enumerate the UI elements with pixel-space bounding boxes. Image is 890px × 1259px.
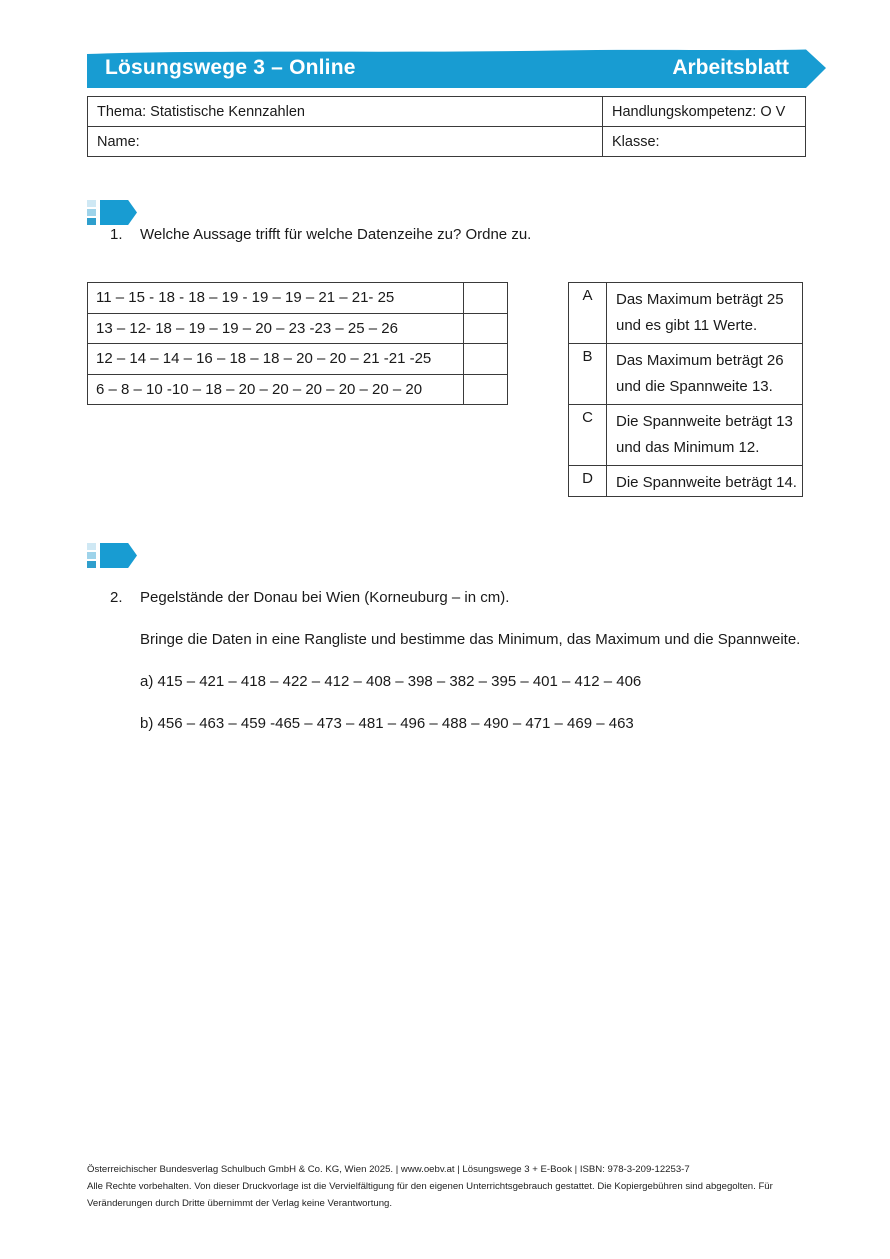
answer-cell bbox=[464, 313, 508, 344]
pencil-icon-body bbox=[100, 543, 137, 568]
statement-letter: C bbox=[569, 405, 607, 466]
meta-table bbox=[87, 96, 806, 157]
thema-cell: Thema: Statistische Kennzahlen bbox=[88, 97, 603, 127]
data-rows-table bbox=[87, 282, 508, 405]
task2-prompt-line bbox=[110, 589, 509, 606]
pencil-icon-square-light bbox=[87, 200, 96, 207]
imprint-line3: Veränderungen durch Dritte übernimmt der Verlag keine Verantwortung. bbox=[87, 1197, 393, 1209]
task2-prompt: Pegelstände der Donau bei Wien (Korneuburg – in cm). bbox=[140, 589, 510, 606]
statement-line1: Das Maximum beträgt 25 bbox=[616, 291, 784, 308]
table-row bbox=[88, 344, 508, 375]
table-row bbox=[88, 374, 508, 405]
worksheet-badge: Arbeitsblatt bbox=[672, 56, 789, 79]
pencil-icon-square-medium bbox=[87, 552, 96, 559]
data-values-cell: 11 – 15 - 18 - 18 – 19 - 19 – 19 – 21 – 21- 25 bbox=[88, 283, 464, 314]
task2-data-b: b) 456 – 463 – 459 -465 – 473 – 481 – 496 – 488 – 490 – 471 – 469 – 463 bbox=[140, 715, 634, 732]
statement-text bbox=[607, 283, 803, 344]
statement-line1: Die Spannweite beträgt 14. bbox=[616, 474, 797, 491]
pencil-marker-icon bbox=[87, 543, 137, 568]
answer-cell bbox=[464, 344, 508, 375]
statement-letter: A bbox=[569, 283, 607, 344]
pencil-icon-square-dark bbox=[87, 561, 96, 568]
statement-row-a bbox=[569, 283, 803, 344]
data-values-cell: 12 – 14 – 14 – 16 – 18 – 18 – 20 – 20 – 21 -21 -25 bbox=[88, 344, 464, 375]
table-row bbox=[88, 283, 508, 314]
pencil-icon-square-dark bbox=[87, 218, 96, 225]
pencil-marker-icon bbox=[87, 200, 137, 225]
data-values-cell: 13 – 12- 18 – 19 – 19 – 20 – 23 -23 – 25 – 26 bbox=[88, 313, 464, 344]
series-title: Lösungswege 3 – Online bbox=[105, 56, 356, 79]
statement-text bbox=[607, 466, 803, 497]
statement-line2: und es gibt 11 Werte. bbox=[616, 317, 758, 334]
answer-cell bbox=[464, 283, 508, 314]
pencil-icon-square-light bbox=[87, 543, 96, 550]
task1-prompt: Welche Aussage trifft für welche Datenzeihe zu? Ordne zu. bbox=[140, 226, 532, 243]
meta-row-thema bbox=[88, 97, 806, 127]
pencil-icon-body bbox=[100, 200, 137, 225]
data-values-cell: 6 – 8 – 10 -10 – 18 – 20 – 20 – 20 – 20 – 20 – 20 bbox=[88, 374, 464, 405]
task2-number: 2. bbox=[110, 589, 123, 606]
pencil-icon-square-medium bbox=[87, 209, 96, 216]
task1-number: 1. bbox=[110, 226, 123, 243]
table-row bbox=[88, 313, 508, 344]
imprint-line1: Österreichischer Bundesverlag Schulbuch GmbH & Co. KG, Wien 2025. | www.oebv.at | Lösungswege 3 + E-Book | ISBN: 978-3-209-12253-7 bbox=[87, 1164, 690, 1175]
statement-row-d bbox=[569, 466, 803, 497]
imprint-footer bbox=[87, 1162, 827, 1212]
statement-line1: Das Maximum beträgt 26 bbox=[616, 352, 784, 369]
statements-table bbox=[568, 282, 803, 497]
statement-letter: B bbox=[569, 344, 607, 405]
statement-line2: und das Minimum 12. bbox=[616, 439, 760, 456]
header-banner bbox=[87, 47, 827, 89]
task1-prompt-line bbox=[110, 226, 531, 243]
task2-data-a: a) 415 – 421 – 418 – 422 – 412 – 408 – 398 – 382 – 395 – 401 – 412 – 406 bbox=[140, 673, 642, 690]
statement-line1: Die Spannweite beträgt 13 bbox=[616, 413, 793, 430]
statement-letter: D bbox=[569, 466, 607, 497]
kompetenz-cell: Handlungskompetenz: O V bbox=[603, 97, 806, 127]
statement-row-c bbox=[569, 405, 803, 466]
statement-line2: und die Spannweite 13. bbox=[616, 378, 773, 395]
name-cell: Name: bbox=[88, 127, 603, 157]
meta-row-name bbox=[88, 127, 806, 157]
answer-cell bbox=[464, 374, 508, 405]
statement-row-b bbox=[569, 344, 803, 405]
statement-text bbox=[607, 405, 803, 466]
statement-text bbox=[607, 344, 803, 405]
task2-instruction: Bringe die Daten in eine Rangliste und bestimme das Minimum, das Maximum und die Spannweite. bbox=[140, 631, 801, 648]
imprint-line2: Alle Rechte vorbehalten. Von dieser Druckvorlage ist die Vervielfältigung für den eigenen Unterrichtsgebrauch gestattet. Die Kopiergebühren sind abgegolten. Für bbox=[87, 1180, 773, 1192]
klasse-cell: Klasse: bbox=[603, 127, 806, 157]
